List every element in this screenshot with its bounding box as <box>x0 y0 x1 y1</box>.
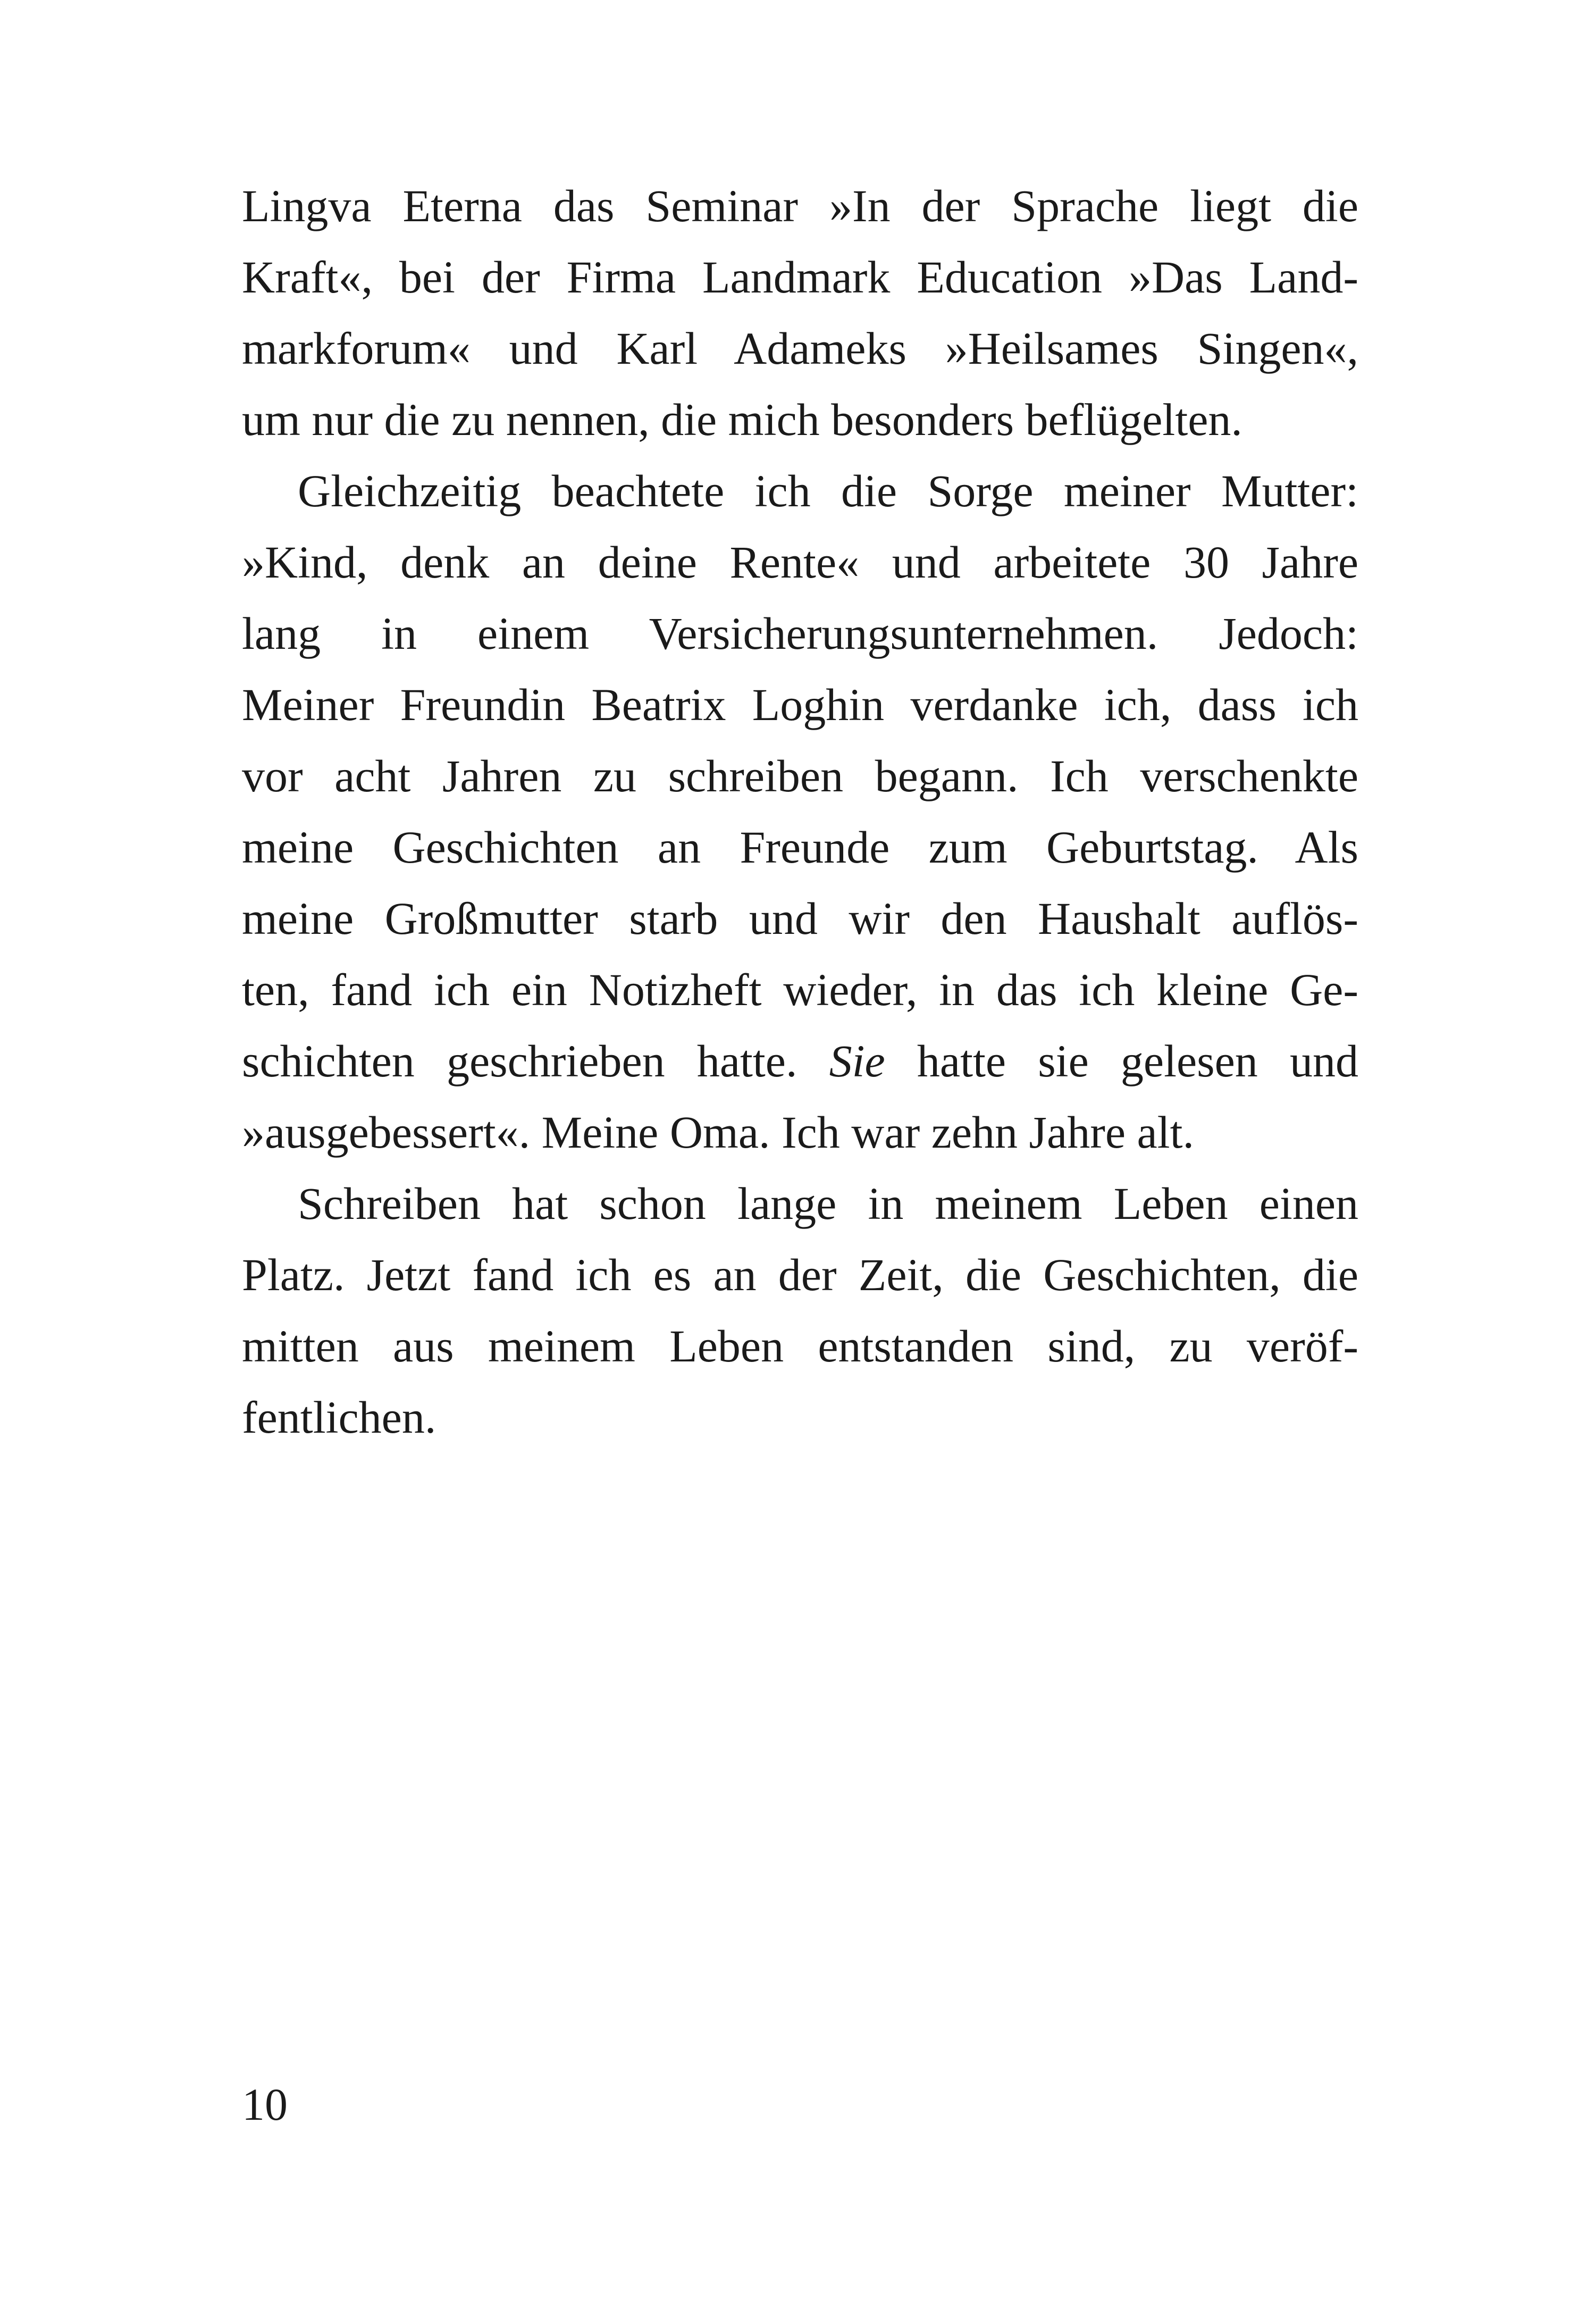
text-line: Kraft«, bei der Firma Landmark Education »Das Land- <box>242 252 1358 303</box>
paragraph-start-line: Schreiben hat schon lange in meinem Leben einen <box>298 1178 1358 1229</box>
text-line: um nur die zu nennen, die mich besonders beflügelten. <box>242 394 1242 445</box>
text-line: vor acht Jahren zu schreiben begann. Ich verschenkte <box>242 750 1358 801</box>
page-number: 10 <box>242 2079 288 2130</box>
text-line: Meiner Freundin Beatrix Loghin verdanke ich, dass ich <box>242 679 1358 730</box>
text-line: lang in einem Versicherungsunternehmen. Jedoch: <box>242 608 1358 659</box>
text-line: fentlichen. <box>242 1392 436 1443</box>
text-line: Platz. Jetzt fand ich es an der Zeit, die Geschichten, die <box>242 1249 1358 1300</box>
text-line: markforum« und Karl Adameks »Heilsames Singen«, <box>242 323 1358 374</box>
text-line: »ausgebessert«. Meine Oma. Ich war zehn Jahre alt. <box>242 1107 1194 1158</box>
text-line-with-italic <box>242 1025 1358 1097</box>
body-text <box>242 170 1358 1453</box>
paragraph-start-line: Gleichzeitig beachtete ich die Sorge meiner Mutter: <box>298 465 1358 516</box>
text-segment: schichten geschrieben hatte. <box>242 1035 829 1086</box>
text-line: ten, fand ich ein Notizheft wieder, in das ich kleine Ge- <box>242 964 1358 1015</box>
italic-word: Sie <box>829 1035 885 1086</box>
text-line: meine Großmutter starb und wir den Haushalt auflös- <box>242 893 1358 944</box>
text-line: meine Geschichten an Freunde zum Geburtstag. Als <box>242 822 1358 873</box>
text-line: mitten aus meinem Leben entstanden sind, zu veröf- <box>242 1320 1358 1372</box>
text-segment: hatte sie gelesen und <box>885 1035 1358 1086</box>
text-line: Lingva Eterna das Seminar »In der Sprache liegt die <box>242 180 1358 231</box>
text-line: »Kind, denk an deine Rente« und arbeitete 30 Jahre <box>242 537 1358 588</box>
